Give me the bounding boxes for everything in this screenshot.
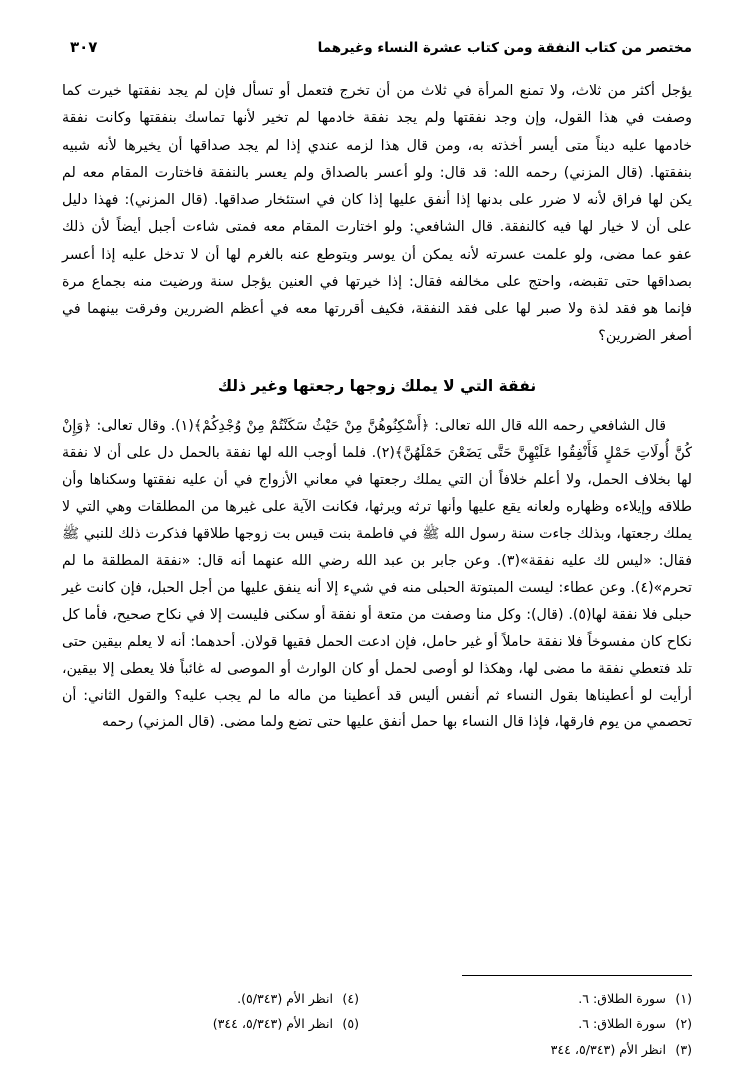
- main-text-block: [62, 78, 692, 351]
- footnote-divider: [462, 975, 692, 976]
- footnote-number: (٢): [675, 1016, 692, 1032]
- footnote-text: سورة الطلاق: ٦.: [578, 990, 666, 1006]
- paragraph: يؤجل أكثر من ثلاث، ولا تمنع المرأة في ثلاث من أن تخرج فتعمل أو تسأل فإن لم يجد نفقتها خيرت كما وصفت في هذا القول، وإن وجد نفقتها ولم يجد نفقة خادمها لم تخير لأنها تماسك بنفقتها وكانت نفقة خادمها عليه ديناً متى أيسر أخذته به، ومن قال هذا لزمه عندي إذا لم يجد صداقها أن يخيرها لأنه شبيه بنفقتها. (قال المزني) رحمه الله: قد قال: ولو أعسر بالصداق ولم يعسر بالنفقة فاختارت المقام معه لم يكن لها فراق لأنه لا ضرر على بدنها إذا أنفق عليها إذا كان في استئخار صداقها. (قال المزني): فهذا دليل على أن لا خيار لها فيه كالنفقة. قال الشافعي: ولو اختارت المقام معه فمتى شاءت أجبل أيضاً لأن ذلك عفو عما مضى، ولو علمت عسرته لأنه يمكن أن يوسر ويتوطع عنه بالغرم لها أن لا تدخل عليه إذا أعسر بصداقها حتى تقبضه، واحتج على مخالفه فقال: إذا خيرتها في العنين يؤجل سنة ورضيت منه بجماع مرة فإنما هو فقد لذة ولا صبر لها على فقد النفقة، فكيف أقررتها معه في أعظم الضررين وفرقت بينهما في أصغر الضررين؟: [62, 83, 692, 345]
- page-number: ٣٠٧: [70, 38, 98, 56]
- footnote-column-left: [62, 986, 377, 1063]
- paragraph: قال الشافعي رحمه الله قال الله تعالى: ﴿أَسْكِنُوهُنَّ مِنْ حَيْثُ سَكَنْتُمْ مِنْ وُجْدِكُمْ﴾(١). وقال تعالى: ﴿وَإِنْ كُنَّ أُولَاتِ حَمْلٍ فَأَنْفِقُوا عَلَيْهِنَّ حَتَّى يَضَعْنَ حَمْلَهُنَّ﴾(٢). فلما أوجب الله لها نفقة بالحمل دل على أن لا نفقة لها بخلاف الحمل، ولا أعلم خلافاً أن التي يملك رجعتها في معاني الأزواج في أن عليه نفقتها وسكناها وأن طلاقه وإيلاءه وظهاره ولعانه يقع عليها وأنها ترثه ويرثها، فكانت الآية على غيرها من المطلقات وهي التي لا يملك رجعتها، وبذلك جاءت سنة رسول الله ﷺ في فاطمة بنت قيس بت زوجها طلاقها فذكرت ذلك للنبي ﷺ فقال: «ليس لك عليه نفقة»(٣). وعن جابر بن عبد الله رضي الله عنهما أنه قال: «نفقة المطلقة ما لم تحرم»(٤). وعن عطاء: ليست المبتوتة الحبلى منه في شيء إلا أنه ينفق عليها من أجل الحبل، فإن كانت غير حبلى فلا نفقة لها(٥). (قال): وكل منا وصفت من متعة أو نفقة أو سكنى فليست إلا في نكاح صحيح، فأما كل نكاح كان مفسوخاً فلا نفقة حاملاً أو غير حامل، فإن ادعت الحمل فقيها قولان. أحدهما: أنه لا يعلم بيقين حتى تلد فتعطي نفقة ما مضى لها، وهكذا لو أوصى لحمل أو كان الوارث أو الموصى له غائباً فلا يعطى إلا بيقين، أرأيت لو أعطيناها بقول النساء ثم أنفس أليس قد أعطينا من ماله ما لم يجب عليه؟ والقول الثاني: أن تحصمي من يوم فارقها، فإذا قال النساء بها حمل أنفق عليها حتى تضع ولما مضى. (قال المزني) رحمه: [62, 417, 692, 731]
- footnotes-area: [62, 975, 692, 1063]
- footnote-text: انظر الأم (٥/٣٤٣، ٣٤٤: [550, 1042, 666, 1058]
- footnote-number: (٥): [342, 1016, 359, 1032]
- section-heading: نفقة التي لا يملك زوجها رجعتها وغير ذلك: [217, 376, 537, 395]
- secondary-text-block: [62, 413, 692, 737]
- footnote-number: (١): [675, 990, 692, 1006]
- footnote-number: (٤): [342, 990, 359, 1006]
- footnote-item: [62, 986, 359, 1012]
- footnote-column-right: [377, 986, 692, 1063]
- page-header: [62, 38, 692, 56]
- footnote-text: انظر الأم (٥/٣٤٣).: [237, 990, 333, 1006]
- footnote-item: [377, 986, 692, 1012]
- footnote-item: [62, 1011, 359, 1037]
- footnote-text: انظر الأم (٥/٣٤٣، ٣٤٤): [212, 1016, 333, 1032]
- footnote-number: (٣): [675, 1042, 692, 1058]
- footnote-item: [377, 1037, 692, 1063]
- header-title: مختصر من كتاب النفقة ومن كتاب عشرة النساء وغيرهما: [317, 40, 692, 56]
- footnote-text: سورة الطلاق: ٦.: [578, 1016, 666, 1032]
- footnote-item: [377, 1011, 692, 1037]
